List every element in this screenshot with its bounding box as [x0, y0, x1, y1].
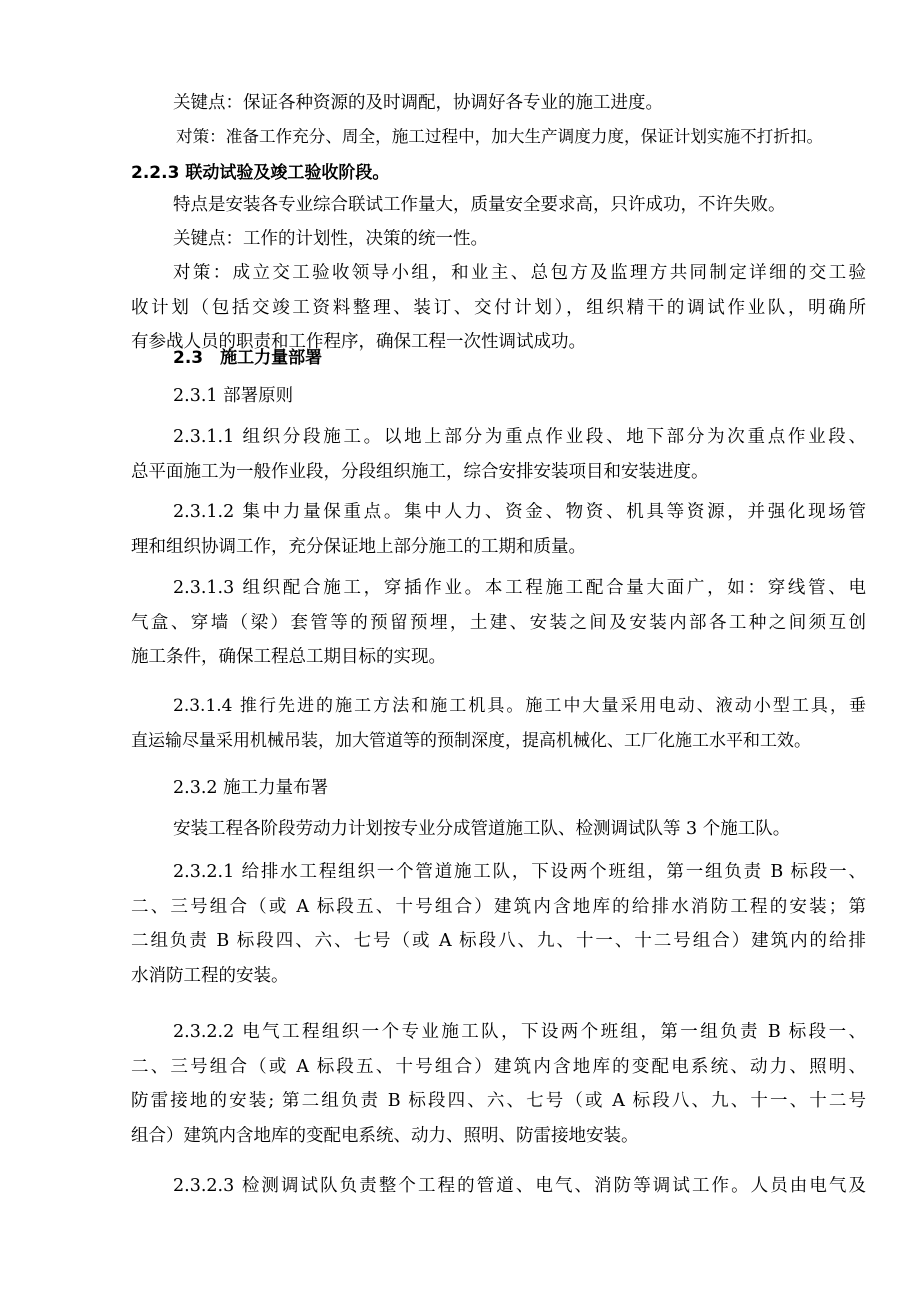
text-line: 关键点：保证各种资源的及时调配，协调好各专业的施工进度。 [173, 93, 663, 113]
text-line: 2.3.1.2 集中力量保重点。集中人力、资金、物资、机具等资源，并强化现场管 [173, 502, 866, 522]
text-line: 二、三号组合（或 A 标段五、十号组合）建筑内含地库的变配电系统、动力、照明、 [131, 1056, 866, 1077]
paragraph-2-3-1-3 [131, 571, 866, 675]
section-heading-2-3 [173, 341, 908, 376]
paragraph-characteristics [173, 188, 908, 223]
text-line: 2.3.1.1 组织分段施工。以地上部分为重点作业段、地下部分为次重点作业段、 [173, 427, 866, 447]
text-line: 2.3.1.4 推行先进的施工方法和施工机具。施工中大量采用电动、液动小型工具，垂 [173, 696, 866, 716]
text-line: 2.3.1.3 组织配合施工，穿插作业。本工程施工配合量大面广，如：穿线管、电 [173, 578, 866, 598]
paragraph-2-3-2-3 [131, 1169, 866, 1204]
paragraph-2-3-1-4 [131, 689, 866, 758]
paragraph-2-3-1-2 [131, 495, 866, 564]
paragraph-labor-plan [173, 812, 908, 847]
text-line: 有参战人员的职责和工作程序，确保工程一次性调试成功。 [131, 332, 586, 352]
text-line: 气盒、穿墙（梁）套管等的预留预埋，土建、安装之间及安装内部各工种之间须互创 [131, 612, 866, 633]
text-line: 总平面施工为一般作业段，分段组织施工，综合安排安装项目和安装进度。 [131, 461, 709, 482]
text-line: 关键点：工作的计划性，决策的统一性。 [173, 229, 488, 249]
text-line: 2.3.2.2 电气工程组织一个专业施工队，下设两个班组，第一组负责 B 标段一、 [173, 1022, 866, 1042]
text-line: 2.3.1 部署原则 [173, 386, 294, 406]
text-line: 收计划（包括交竣工资料整理、装订、交付计划），组织精干的调试作业队，明确所 [131, 297, 866, 318]
text-line: 水消防工程的安装。 [131, 965, 289, 986]
text-line: 施工条件，确保工程总工期目标的实现。 [131, 647, 446, 667]
paragraph-2-3-1-1 [131, 420, 866, 489]
heading-text: 2.3 施工力量部署 [173, 348, 323, 368]
subheading-2-3-2 [173, 771, 908, 806]
paragraph-2-3-2-2 [131, 1015, 866, 1153]
text-line: 二、三号组合（或 A 标段五、十号组合）建筑内含地库的给排水消防工程的安装；第 [131, 896, 866, 917]
text-line: 安装工程各阶段劳动力计划按专业分成管道施工队、检测调试队等 3 个施工队。 [173, 819, 791, 839]
paragraph-key-point-planning [173, 222, 908, 257]
text-line: 防雷接地的安装; 第二组负责 B 标段四、六、七号（或 A 标段八、九、十一、十二号 [131, 1091, 866, 1111]
text-line: 特点是安装各专业综合联试工作量大，质量安全要求高，只许成功，不许失败。 [173, 195, 786, 215]
paragraph-key-point-resources [173, 86, 873, 121]
text-line: 2.3.2.3 检测调试队负责整个工程的管道、电气、消防等调试工作。人员由电气及 [173, 1176, 866, 1196]
paragraph-countermeasure-preparation [176, 120, 876, 155]
text-line: 二组负责 B 标段四、六、七号（或 A 标段八、九、十一、十二号组合）建筑内的给排 [131, 931, 866, 951]
section-heading-2-2-3 [131, 156, 866, 191]
text-line: 2.3.2.1 给排水工程组织一个管道施工队，下设两个班组，第一组负责 B 标段一、 [173, 862, 866, 882]
text-line: 对策：成立交工验收领导小组，和业主、总包方及监理方共同制定详细的交工验 [173, 263, 866, 283]
paragraph-2-3-2-1 [131, 855, 866, 993]
subheading-2-3-1 [173, 379, 908, 414]
text-line: 组合）建筑内含地库的变配电系统、动力、照明、防雷接地安装。 [131, 1125, 639, 1146]
text-line: 对策：准备工作充分、周全，施工过程中，加大生产调度力度，保证计划实施不打折扣。 [176, 127, 824, 146]
text-line: 理和组织协调工作，充分保证地上部分施工的工期和质量。 [131, 536, 586, 557]
heading-text: 2.2.3 联动试验及竣工验收阶段。 [131, 163, 390, 183]
text-line: 2.3.2 施工力量布署 [173, 778, 329, 798]
text-line: 直运输尽量采用机械吊装，加大管道等的预制深度，提高机械化、工厂化施工水平和工效。 [131, 730, 811, 751]
